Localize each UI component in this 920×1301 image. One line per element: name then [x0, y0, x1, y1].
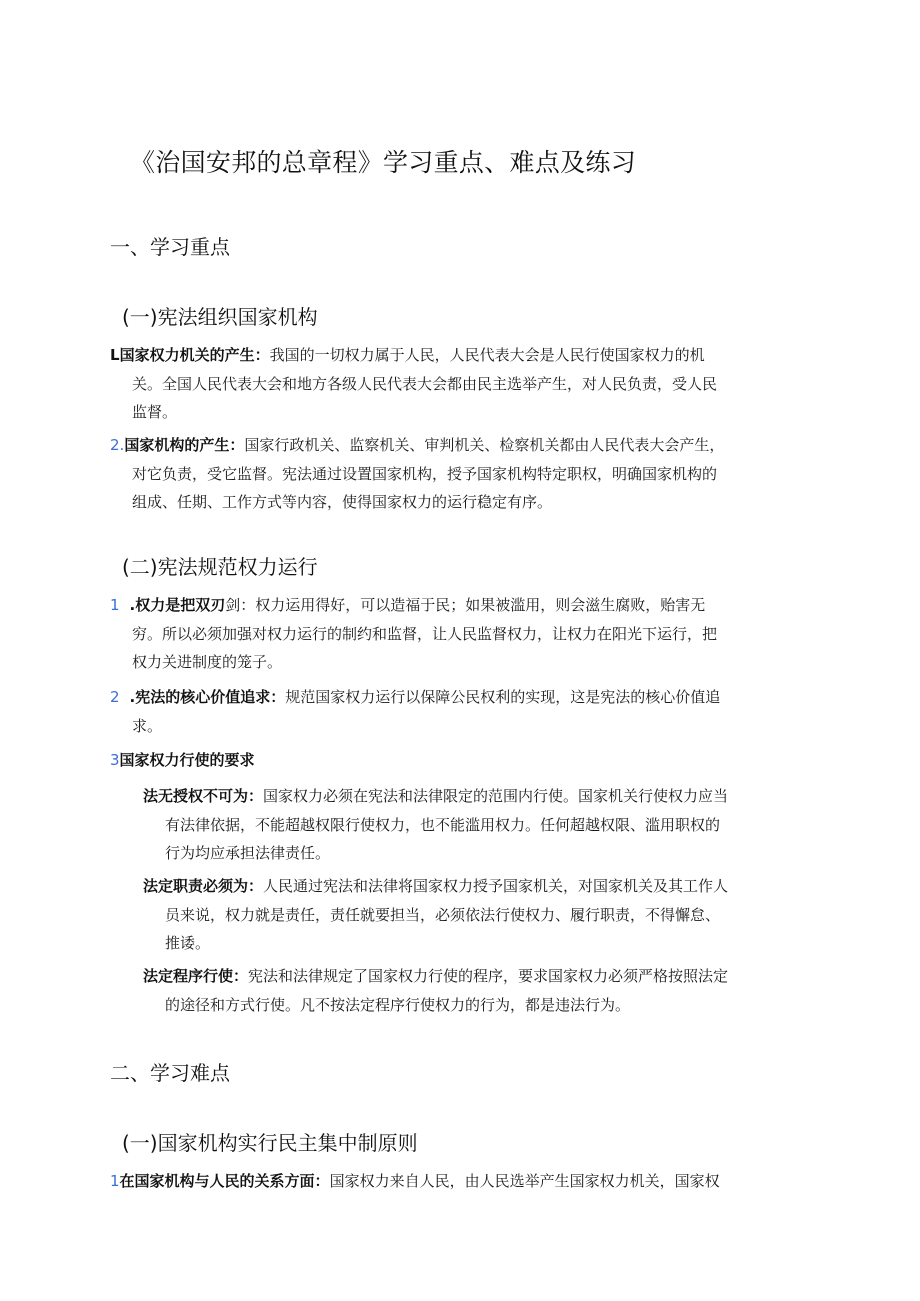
- item-dot: .: [129, 596, 136, 614]
- paragraph-line: [110, 1167, 720, 1196]
- item-number: 2.: [110, 436, 125, 454]
- paragraph-line: 行为均应承担法律责任。: [165, 844, 331, 862]
- paragraph-line: [143, 782, 728, 811]
- item-number: 1: [110, 1172, 120, 1190]
- item-label: 国家权力机关的产生：: [119, 346, 270, 364]
- item-text: 宪法和法律规定了国家权力行使的程序，要求国家权力必须严格按照法定: [248, 967, 729, 985]
- item-text: 国家权力来自人民，由人民选举产生国家权力机关，国家权: [329, 1172, 720, 1190]
- paragraph-line: [143, 872, 728, 901]
- item-label: 国家权力行使的要求: [119, 751, 255, 769]
- paragraph-line: 推诿。: [165, 934, 211, 952]
- subsection-heading-regulate-power: (二)宪法规范权力运行: [122, 555, 318, 579]
- item-number: L: [110, 346, 120, 364]
- paragraph-line: [110, 431, 724, 460]
- subsection-heading-organize-state-organs: (一)宪法组织国家机构: [122, 305, 318, 329]
- paragraph-line: 有法律依据，不能超越权限行使权力，也不能滥用权力。任何超越权限、滥用职权的: [165, 815, 721, 834]
- section-heading-key-points: 一、学习重点: [110, 235, 230, 259]
- paragraph-line: [110, 341, 717, 370]
- paragraph-statutory-procedure: [143, 962, 728, 1019]
- paragraph-line: 组成、任期、工作方式等内容，使得国家权力的运行稳定有序。: [132, 493, 553, 511]
- paragraph-line: 对它负责，受它监督。宪法通过设置国家机构，授予国家机构特定职权，明确国家机构的: [132, 464, 718, 483]
- item-label: 在国家机构与人民的关系方面：: [119, 1172, 330, 1190]
- paragraph-state-organs: [110, 431, 724, 517]
- paragraph-power-organs: [110, 341, 717, 427]
- item-number: 2: [110, 688, 120, 706]
- paragraph-line: [110, 683, 720, 712]
- item-dot: .: [129, 688, 136, 706]
- item-text: 国家权力必须在宪法和法律限定的范围内行使。国家机关行使权力应当: [263, 787, 729, 805]
- paragraph-power-requirements: [110, 746, 255, 775]
- item-text: 我国的一切权力属于人民，人民代表大会是人民行使国家权力的机: [269, 346, 705, 364]
- paragraph-line: 的途径和方式行使。凡不按法定程序行使权力的行为，都是违法行为。: [165, 995, 631, 1014]
- item-label: 法定程序行使：: [143, 967, 249, 985]
- paragraph-line: 求。: [132, 716, 163, 735]
- item-label: 权力是把双刃: [135, 596, 226, 614]
- item-label: 宪法的核心价值追求：: [135, 688, 286, 706]
- item-number: 1: [110, 596, 120, 614]
- paragraph-line: 穷。所以必须加强对权力运行的制约和监督，让人民监督权力，让权力在阳光下运行，把: [132, 624, 718, 643]
- paragraph-line: 员来说，权力就是责任，责任就要担当，必须依法行使权力、履行职责，不得懈怠、: [165, 905, 721, 924]
- paragraph-line: [143, 962, 728, 991]
- paragraph-line: 权力关进制度的笼子。: [132, 653, 283, 671]
- item-label: 法定职责必须为：: [143, 877, 264, 895]
- item-text: 人民通过宪法和法律将国家权力授予国家机关，对国家机关及其工作人: [263, 877, 729, 895]
- paragraph-statutory-duty: [143, 872, 728, 958]
- paragraph-line: 关。全国人民代表大会和地方各级人民代表大会都由民主选举产生，对人民负责，受人民: [132, 374, 718, 393]
- section-heading-difficulties: 二、学习难点: [110, 1061, 230, 1085]
- item-label: 法无授权不可为：: [143, 787, 264, 805]
- page-title: 《治国安邦的总章程》学习重点、难点及练习: [130, 148, 637, 177]
- paragraph-line: [110, 591, 717, 620]
- paragraph-double-edged-sword: [110, 591, 717, 677]
- paragraph-no-authorization: [143, 782, 728, 868]
- paragraph-line: [110, 746, 255, 775]
- item-text: 国家行政机关、监察机关、审判机关、检察机关都由人民代表大会产生，: [244, 436, 725, 454]
- item-number: 3: [110, 751, 120, 769]
- item-text: 剑：权力运用得好，可以造福于民；如果被滥用，则会滋生腐败，贻害无: [225, 596, 706, 614]
- paragraph-organs-and-people: [110, 1167, 720, 1196]
- paragraph-line: 监督。: [132, 403, 178, 421]
- item-text: 规范国家权力运行以保障公民权利的实现，这是宪法的核心价值追: [285, 688, 721, 706]
- item-label: 国家机构的产生：: [124, 436, 245, 454]
- paragraph-core-value: [110, 683, 720, 740]
- subsection-heading-democratic-centralism: (一)国家机构实行民主集中制原则: [122, 1131, 418, 1155]
